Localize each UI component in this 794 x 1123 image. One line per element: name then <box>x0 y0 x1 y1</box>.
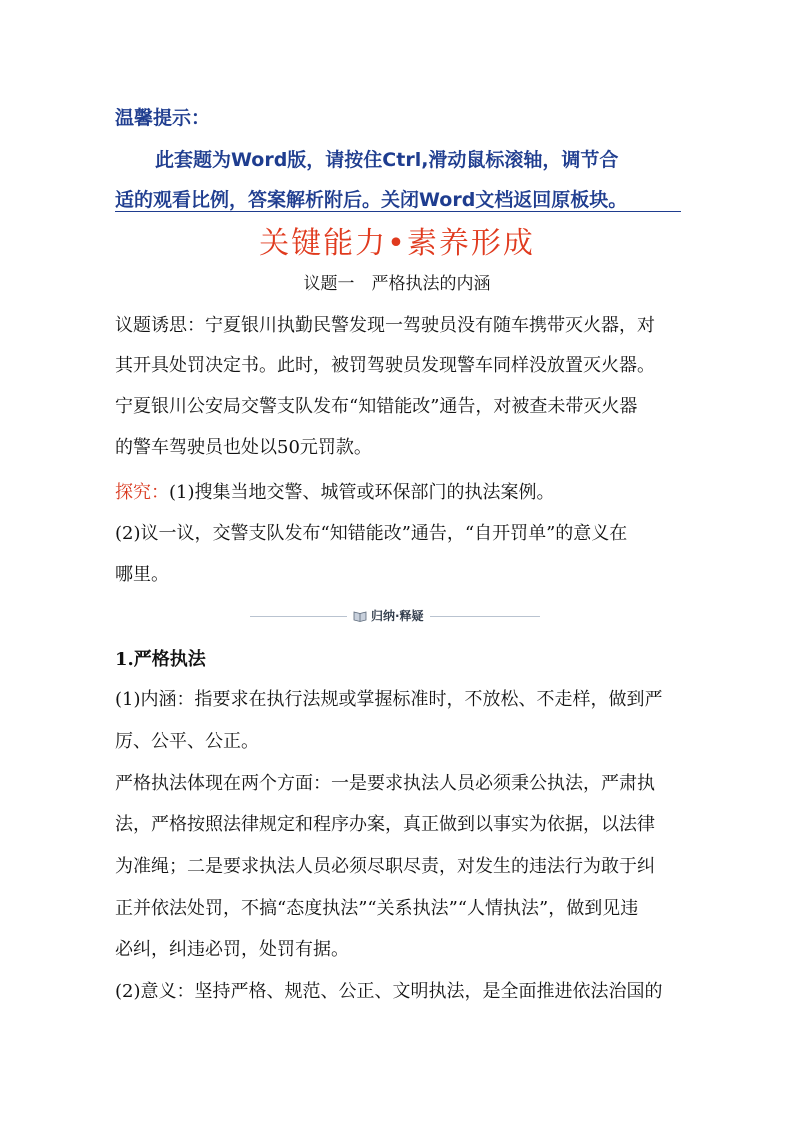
tip-line-1: 此套题为Word版，请按住Ctrl,滑动鼠标滚轴，调节合 <box>155 149 619 171</box>
explore-q2-line-1: (2)议一议，交警支队发布“知错能改”通告，“自开罚单”的意义在 <box>115 523 628 544</box>
section1-p1-line-1: (1)内涵：指要求在执行法规或掌握标准时，不放松、不走样，做到严 <box>115 689 663 710</box>
section-title: 关键能力•素养形成 <box>259 226 535 261</box>
intro-line-2: 其开具处罚决定书。此时，被罚驾驶员发现警车同样没放置灭火器。 <box>115 355 655 376</box>
explore-q1: (1)搜集当地交警、城管或环保部门的执法案例。 <box>169 482 555 503</box>
section1-p2-line-3: 为准绳；二是要求执法人员必须尽职尽责，对发生的违法行为敢于纠 <box>115 856 655 877</box>
intro-line-3: 宁夏银川公安局交警支队发布“知错能改”通告，对被查未带灭火器 <box>115 396 638 417</box>
section1-heading: 1.严格执法 <box>115 649 206 670</box>
intro-line-4: 的警车驾驶员也处以50元罚款。 <box>115 437 372 458</box>
tip-underline <box>115 211 681 212</box>
intro-line-1: 议题诱思：宁夏银川执勤民警发现一驾驶员没有随车携带灭火器，对 <box>115 315 655 336</box>
explore-q1-row <box>115 481 555 505</box>
section1-p1-line-2: 厉、公平、公正。 <box>115 731 259 752</box>
book-icon <box>353 610 367 622</box>
explore-q2-line-2: 哪里。 <box>115 564 169 585</box>
summary-banner <box>250 604 540 628</box>
tip-title: 温馨提示： <box>115 107 211 129</box>
section1-p2-line-1: 严格执法体现在两个方面：一是要求执法人员必须秉公执法，严肃执 <box>115 773 655 794</box>
section1-p2-line-2: 法，严格按照法律规定和程序办案，真正做到以事实为依据，以法律 <box>115 814 655 835</box>
explore-label: 探究： <box>115 482 169 503</box>
section1-p2-line-5: 必纠，纠违必罚，处罚有据。 <box>115 939 349 960</box>
banner-text: 归纳·释疑 <box>371 609 424 623</box>
topic-title: 议题一 严格执法的内涵 <box>303 274 491 294</box>
section1-p2-line-4: 正并依法处罚，不搞“态度执法”“关系执法”“人情执法”，做到见违 <box>115 898 639 919</box>
tip-line-2: 适的观看比例，答案解析附后。关闭Word文档返回原板块。 <box>115 189 628 211</box>
banner-label-box <box>347 607 430 625</box>
section1-p3-line-1: (2)意义：坚持严格、规范、公正、文明执法，是全面推进依法治国的 <box>115 981 663 1002</box>
